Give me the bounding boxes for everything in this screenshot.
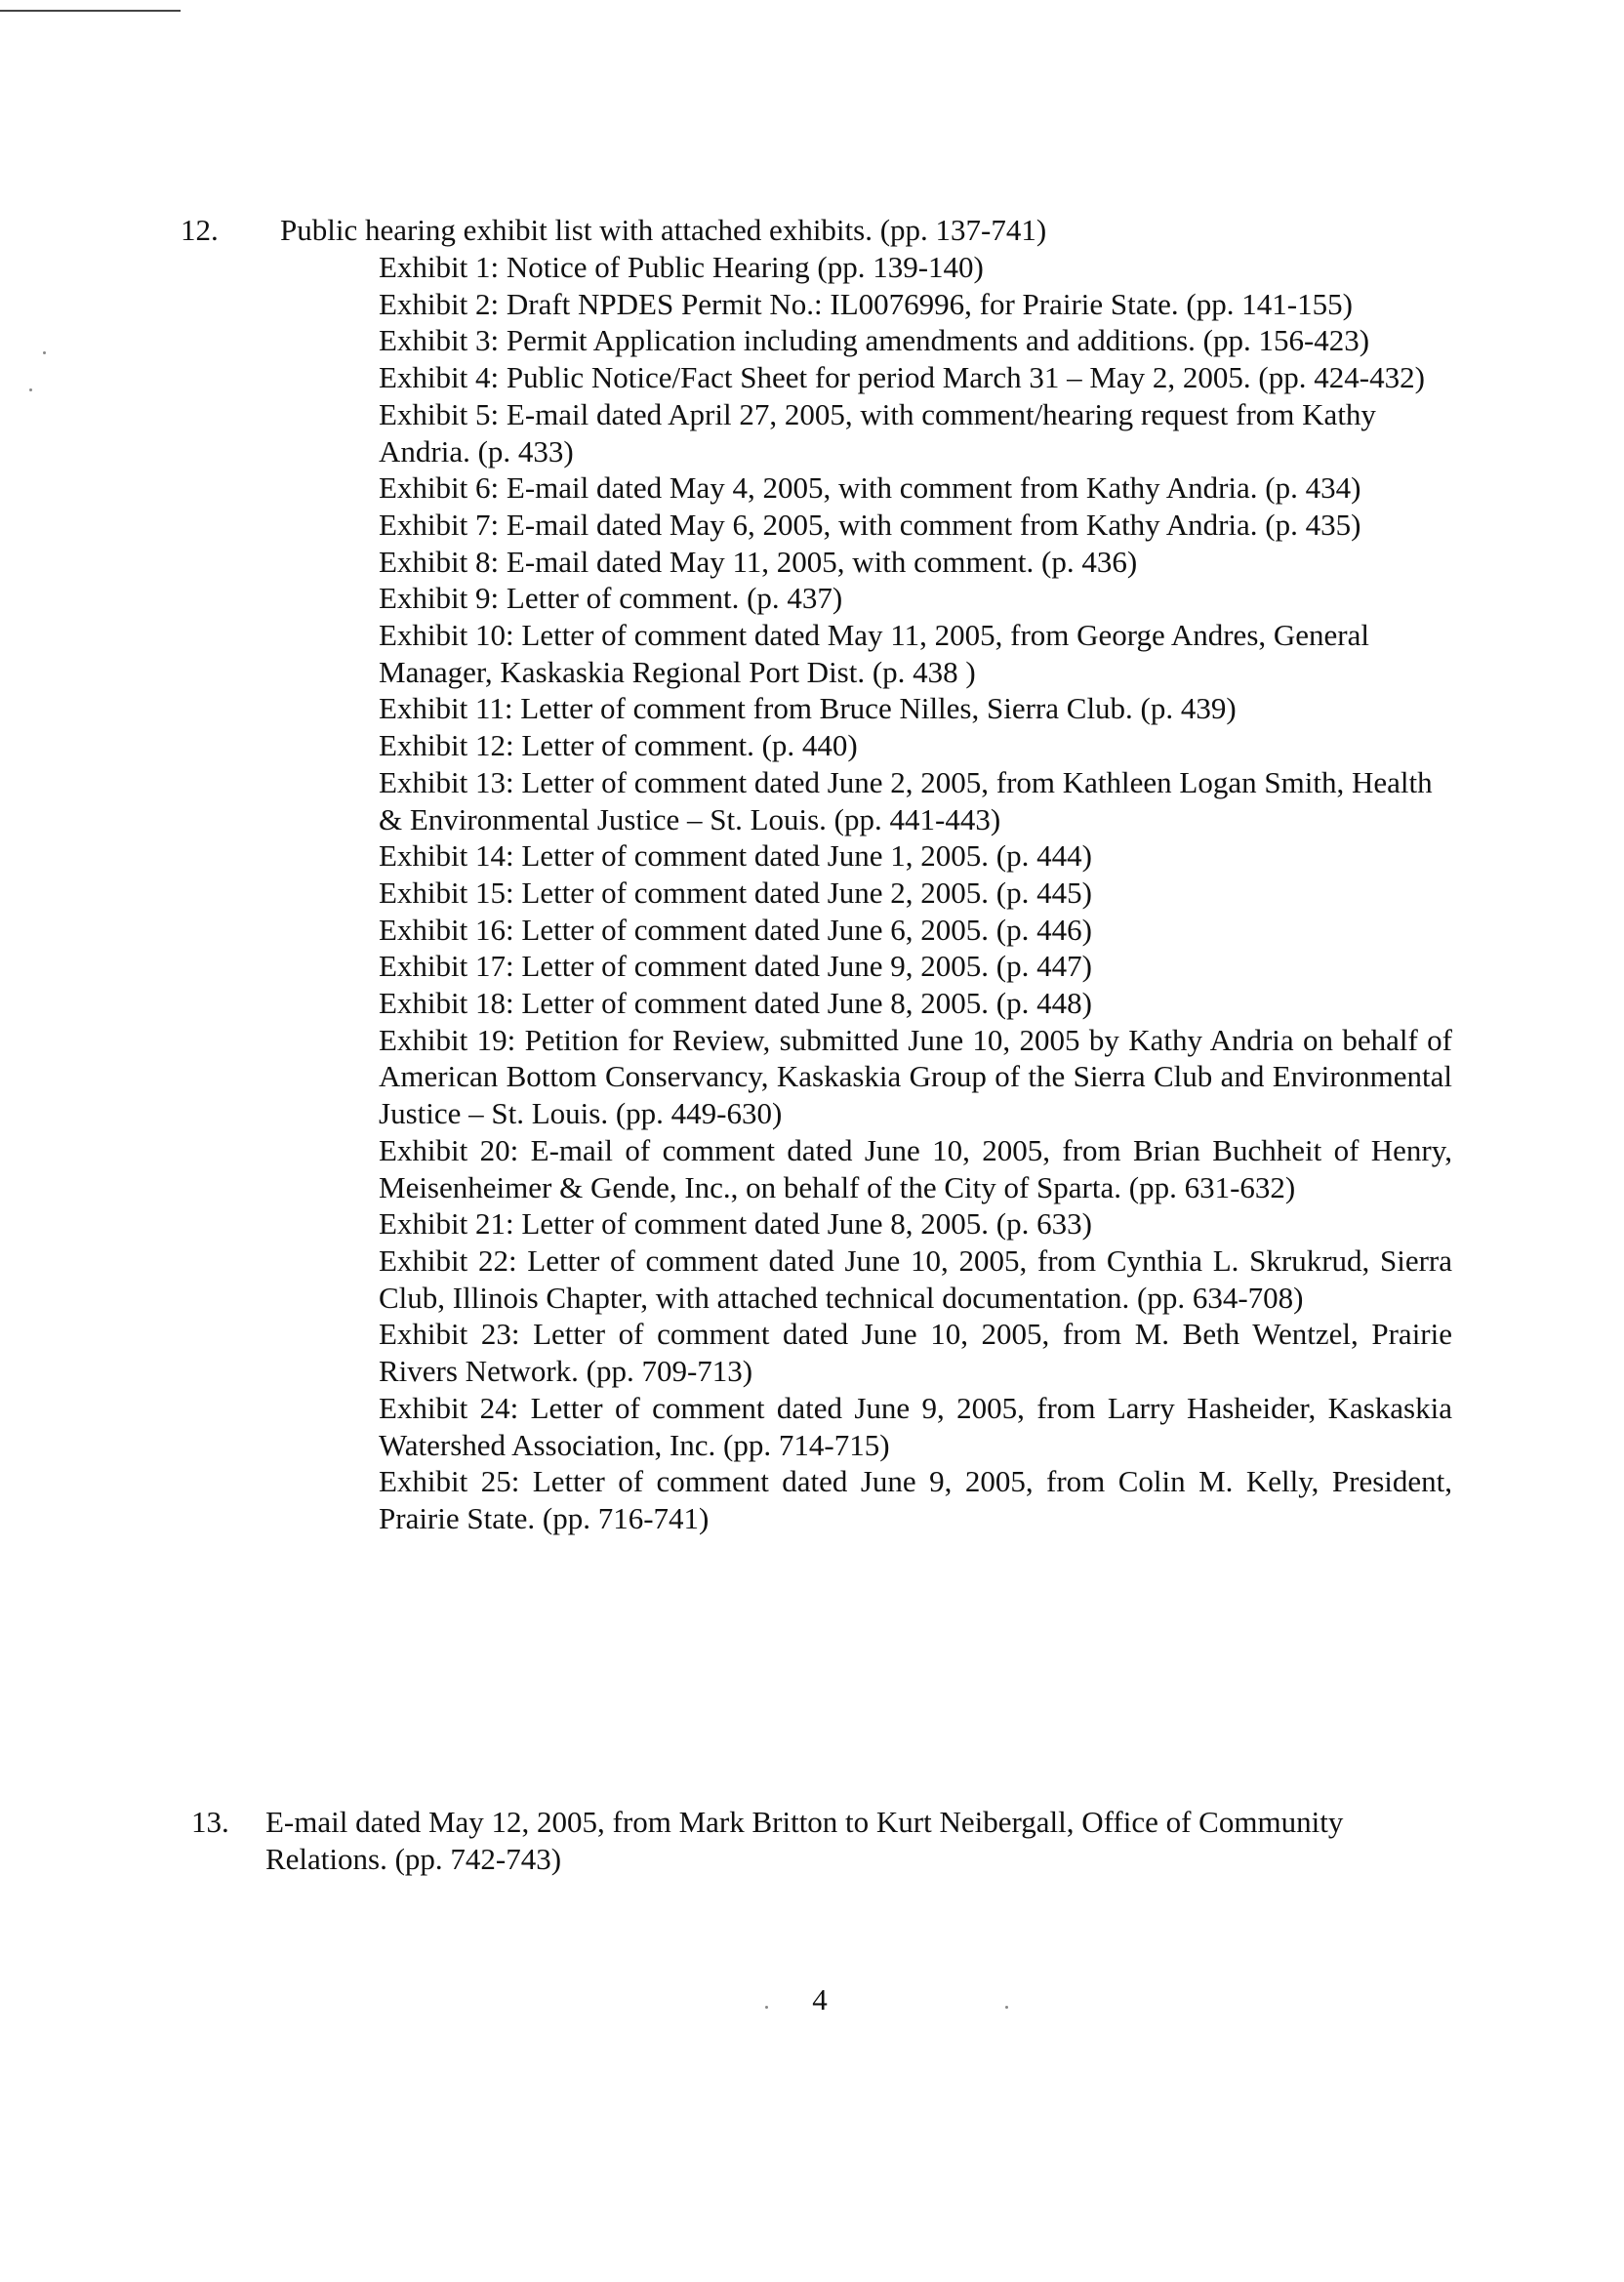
exhibit-list xyxy=(379,249,1452,1537)
exhibit-entry: Exhibit 1: Notice of Public Hearing (pp. 139-140) xyxy=(379,250,984,284)
exhibit-entry: Exhibit 22: Letter of comment dated June 10, 2005, from Cynthia L. Skrukrud, Sierra Club, Illinois Chapter, with attached technical documentation. (pp. 634-708) xyxy=(379,1243,1452,1315)
exhibit-entry: Exhibit 24: Letter of comment dated June 9, 2005, from Larry Hasheider, Kaskaskia Watershed Association, Inc. (pp. 714-715) xyxy=(379,1390,1452,1462)
exhibit-entry: Exhibit 20: E-mail of comment dated June 10, 2005, from Brian Buchheit of Henry, Meisenheimer & Gende, Inc., on behalf of the City of Sparta. (pp. 631-632) xyxy=(379,1132,1452,1204)
exhibit-entry: Exhibit 16: Letter of comment dated June 6, 2005. (p. 446) xyxy=(379,912,1092,947)
exhibit-entry: Exhibit 14: Letter of comment dated June 1, 2005. (p. 444) xyxy=(379,838,1092,874)
scan-speck xyxy=(43,351,46,354)
exhibit-entry: Exhibit 21: Letter of comment dated June 8, 2005. (p. 633) xyxy=(379,1206,1092,1242)
exhibit-entry: Exhibit 11: Letter of comment from Bruce Nilles, Sierra Club. (p. 439) xyxy=(379,691,1237,726)
exhibit-entry: Exhibit 3: Permit Application including amendments and additions. (pp. 156-423) xyxy=(379,323,1370,358)
item-number: 12. xyxy=(181,213,219,247)
exhibit-entry: Exhibit 18: Letter of comment dated June 8, 2005. (p. 448) xyxy=(379,986,1092,1021)
page-number: 4 xyxy=(812,1982,828,2017)
exhibit-entry: Exhibit 12: Letter of comment. (p. 440) xyxy=(379,728,858,763)
item-description: E-mail dated May 12, 2005, from Mark Britton to Kurt Neibergall, Office of Community Relations. (pp. 742-743) xyxy=(265,1805,1344,1876)
exhibit-entry: Exhibit 7: E-mail dated May 6, 2005, with comment from Kathy Andria. (p. 435) xyxy=(379,507,1361,542)
exhibit-entry: Exhibit 13: Letter of comment dated June 2, 2005, from Kathleen Logan Smith, Health & Environmental Justice – St. Louis. (pp. 441-443) xyxy=(379,764,1433,836)
exhibit-entry: Exhibit 9: Letter of comment. (p. 437) xyxy=(379,581,843,616)
exhibit-entry: Exhibit 8: E-mail dated May 11, 2005, with comment. (p. 436) xyxy=(379,544,1138,579)
scan-speck xyxy=(29,388,32,391)
scan-edge-rule xyxy=(0,10,181,12)
exhibit-entry: Exhibit 5: E-mail dated April 27, 2005, with comment/hearing request from Kathy Andria. (p. 433) xyxy=(379,396,1376,469)
scan-speck xyxy=(1005,2006,1008,2009)
exhibit-entry: Exhibit 19: Petition for Review, submitted June 10, 2005 by Kathy Andria on behalf of American Bottom Conservancy, Kaskaskia Group of the Sierra Club and Environmental Justice – St. Louis. (pp. 449-630) xyxy=(379,1022,1452,1131)
exhibit-entry: Exhibit 17: Letter of comment dated June 9, 2005. (p. 447) xyxy=(379,949,1092,984)
exhibit-entry: Exhibit 25: Letter of comment dated June 9, 2005, from Colin M. Kelly, President, Prairie State. (pp. 716-741) xyxy=(379,1464,1452,1535)
exhibit-entry: Exhibit 10: Letter of comment dated May 11, 2005, from George Andres, General Manager, Kaskaskia Regional Port Dist. (p. 438 ) xyxy=(379,618,1369,689)
exhibit-entry: Exhibit 6: E-mail dated May 4, 2005, with comment from Kathy Andria. (p. 434) xyxy=(379,470,1361,506)
exhibit-entry: Exhibit 15: Letter of comment dated June 2, 2005. (p. 445) xyxy=(379,875,1092,910)
exhibit-entry: Exhibit 4: Public Notice/Fact Sheet for period March 31 – May 2, 2005. (pp. 424-432) xyxy=(379,360,1425,395)
exhibit-entry: Exhibit 2: Draft NPDES Permit No.: IL0076996, for Prairie State. (pp. 141-155) xyxy=(379,286,1353,321)
item-number: 13. xyxy=(191,1805,229,1839)
exhibit-entry: Exhibit 23: Letter of comment dated June 10, 2005, from M. Beth Wentzel, Prairie Rivers Network. (pp. 709-713) xyxy=(379,1317,1452,1389)
item-description: Public hearing exhibit list with attached exhibits. (pp. 137-741) xyxy=(280,213,1047,247)
scan-speck xyxy=(765,2006,768,2009)
